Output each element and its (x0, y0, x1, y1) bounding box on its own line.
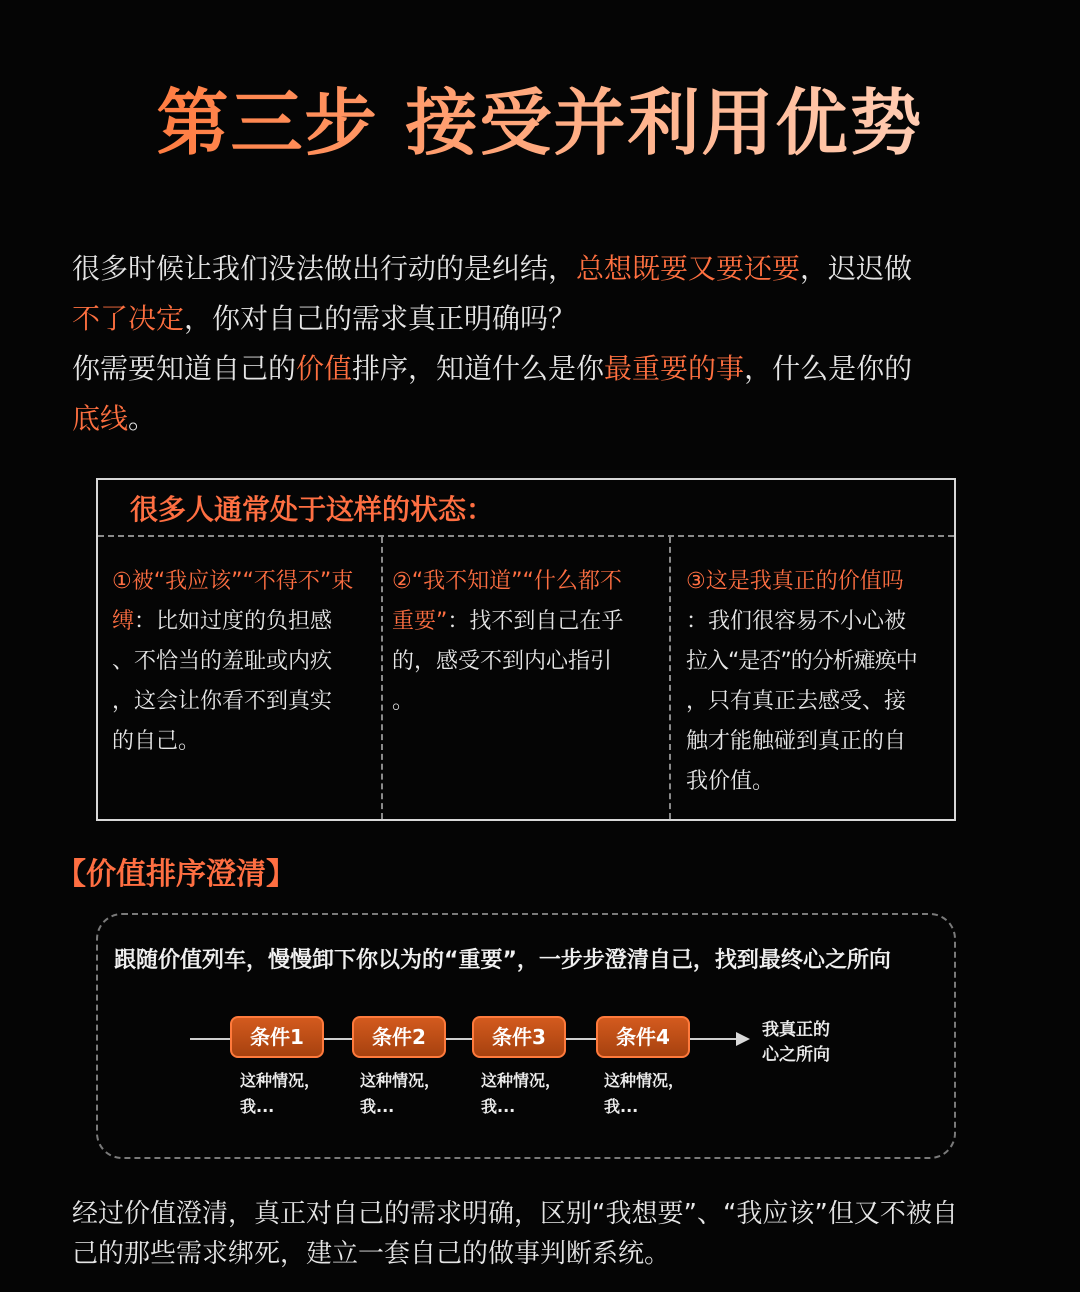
state-line: ：我们很容易不小心被 (686, 609, 907, 634)
flow-connector (690, 1038, 738, 1040)
intro-line-4 (72, 394, 1012, 444)
condition-caption-2: 这种情况， 我... (360, 1071, 441, 1116)
intro-text: 很多时候让我们没法做出行动的是纠结， (72, 252, 577, 285)
column-divider (669, 537, 671, 819)
state-line: ②“我不知道”“什么都不 (392, 569, 622, 594)
section-heading: 【价值排序澄清】 (56, 857, 296, 892)
condition-box-3: 条件3 (472, 1016, 566, 1058)
flow-connector (566, 1038, 596, 1040)
intro-highlight: 不了决定 (72, 302, 185, 335)
state-column-2 (392, 562, 662, 722)
intro-text: ，什么是你的 (744, 352, 913, 385)
page-title: 第三步 接受并利用优势 (0, 78, 1080, 168)
condition-caption-4: 这种情况， 我... (604, 1071, 685, 1116)
state-line: 的，感受不到内心指引 (392, 649, 613, 674)
condition-caption-1: 这种情况， 我... (240, 1071, 321, 1116)
state-column-3 (686, 562, 948, 802)
intro-highlight: 底线 (72, 402, 129, 435)
intro-line-1 (72, 244, 1012, 294)
condition-box-2: 条件2 (352, 1016, 446, 1058)
closing-line-1: 经过价值澄清，真正对自己的需求明确，区别“我想要”、“我应该”但又不被自 (72, 1199, 958, 1229)
column-divider (381, 537, 383, 819)
condition-caption-3: 这种情况， 我... (481, 1071, 562, 1116)
intro-paragraph (72, 244, 1012, 444)
flow-connector (324, 1038, 352, 1040)
state-line: 缚：比如过度的负担感 (112, 609, 333, 634)
state-line: 的自己。 (112, 729, 201, 754)
intro-highlight: 最重要的事 (604, 352, 745, 385)
intro-text: ，你对自己的需求真正明确吗？ (184, 302, 577, 335)
intro-line-2 (72, 294, 1012, 344)
state-line: ，这会让你看不到真实 (112, 689, 333, 714)
final-destination-label: 我真正的 心之所向 (762, 1020, 830, 1065)
arrow-right-icon (736, 1032, 750, 1046)
value-flow-description: 跟随价值列车，慢慢卸下你以为的“重要”，一步步澄清自己，找到最终心之所向 (114, 948, 891, 973)
state-line: 重要”：找不到自己在乎 (392, 609, 624, 634)
state-line: 。 (392, 689, 415, 714)
state-line: 我价值。 (686, 769, 775, 794)
closing-paragraph (72, 1194, 1012, 1274)
closing-line-2: 己的那些需求绑死，建立一套自己的做事判断系统。 (72, 1239, 671, 1269)
states-divider (98, 535, 954, 537)
intro-text: ，迟迟做 (800, 252, 913, 285)
condition-box-1: 条件1 (230, 1016, 324, 1058)
flow-connector (190, 1038, 230, 1040)
state-line: 触才能触碰到真正的自 (686, 729, 907, 754)
state-line: 拉入“是否”的分析瘫痪中 (686, 649, 917, 674)
condition-box-4: 条件4 (596, 1016, 690, 1058)
state-line: ①被“我应该”“不得不”束 (112, 569, 354, 594)
states-title: 很多人通常处于这样的状态： (130, 493, 495, 526)
state-column-1 (112, 562, 374, 762)
intro-line-3 (72, 344, 1012, 394)
state-line: ③这是我真正的价值吗 (686, 569, 904, 594)
state-line: ，只有真正去感受、接 (686, 689, 907, 714)
flow-connector (446, 1038, 472, 1040)
intro-text: 你需要知道自己的 (72, 352, 297, 385)
intro-highlight: 总想既要又要还要 (576, 252, 801, 285)
state-line: 、不恰当的羞耻或内疚 (112, 649, 333, 674)
intro-text: 。 (128, 402, 157, 435)
intro-text: 排序，知道什么是你 (352, 352, 605, 385)
intro-highlight: 价值 (296, 352, 353, 385)
